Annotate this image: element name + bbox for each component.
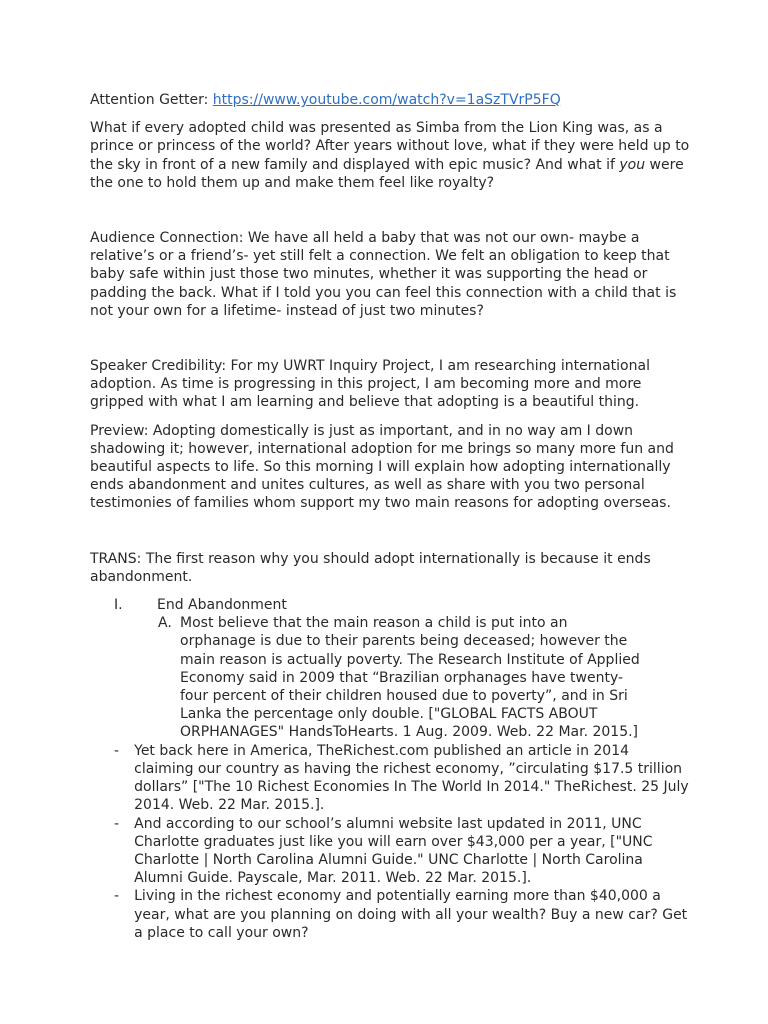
outline-sub-point xyxy=(158,614,690,741)
list-item xyxy=(114,887,690,942)
outline-numeral: I. xyxy=(114,597,123,614)
attention-label: Attention Getter: xyxy=(90,92,213,108)
dash-marker: - xyxy=(114,888,120,905)
dash-marker: - xyxy=(114,815,120,832)
outline-sub-text: Most believe that the main reason a child is put into an orphanage is due to their parents being deceased; however the main reason is actually poverty. The Research Institute of Applied Economy said in 2009 that “Brazilian orphanages have twenty-four percent of their children housed due to poverty”, and in Sri Lanka the percentage only double. ["GLOBAL FACTS ABOUT ORPHANAGES" HandsToHearts. 1 Aug. 2009. Web. 22 Mar. 2015.] xyxy=(180,615,640,741)
list-item-text: And according to our school’s alumni website last updated in 2011, UNC Charlotte graduates just like you will earn over $43,000 per a year, ["UNC Charlotte | North Carolina Alumni Guide." UNC Charlotte | North Carolina Alumni Guide. Payscale, Mar. 2011. Web. 22 Mar. 2015.]. xyxy=(134,815,653,887)
attention-getter xyxy=(90,91,690,109)
audience-connection-paragraph: Audience Connection: We have all held a baby that was not our own- maybe a relative’s or a friend’s- yet still felt a connection. We felt an obligation to keep that baby safe within just those two minutes, whether it was supporting the head or padding the back. What if I told you you can feel this connection with a child that is not your own for a lifetime- instead of just two minutes? xyxy=(90,230,677,319)
transition-paragraph: TRANS: The first reason why you should adopt internationally is because it ends abandonment. xyxy=(90,550,651,585)
simba-emphasis: you xyxy=(619,156,646,173)
list-item xyxy=(114,742,690,815)
simba-text-after: were the one to hold them up and make them feel like royalty? xyxy=(90,156,684,191)
simba-paragraph xyxy=(90,119,690,192)
outline-main-point xyxy=(90,596,690,614)
preview-paragraph: Preview: Adopting domestically is just as important, and in no way am I down shadowing it; however, international adoption for me brings so many more fun and beautiful aspects to life. So this morning I will explain how adopting internationally ends abandonment and unites cultures, as well as share with you two personal testimonies of families whom support my two main reasons for adopting overseas. xyxy=(90,422,674,512)
document-body xyxy=(90,91,690,942)
dash-marker: - xyxy=(114,742,120,759)
speaker-credibility-paragraph: Speaker Credibility: For my UWRT Inquiry Project, I am researching international adoption. As time is progressing in this project, I am becoming more and more gripped with what I am learning and believe that adopting is a beautiful thing. xyxy=(90,358,650,411)
youtube-link[interactable]: https://www.youtube.com/watch?v=1aSzTVrP5FQ xyxy=(212,92,561,108)
list-item-text: Living in the richest economy and potentially earning more than $40,000 a year, what are you planning on doing with all your wealth? Buy a new car? Get a place to call your own? xyxy=(134,888,688,941)
simba-text-before: What if every adopted child was presented as Simba from the Lion King was, as a prince or princess of the world? After years without love, what if they were held up to the sky in front of a new family and displayed with epic music? And what if xyxy=(90,120,690,173)
list-item-text: Yet back here in America, TheRichest.com published an article in 2014 claiming our country as having the richest economy, ”circulating $17.5 trillion dollars” ["The 10 Richest Economies In The World In 2014." TheRichest. 25 July 2014. Web. 22 Mar. 2015.]. xyxy=(134,742,689,814)
outline-heading: End Abandonment xyxy=(157,597,287,614)
list-item xyxy=(114,815,690,888)
outline-sub-letter: A. xyxy=(158,615,172,632)
